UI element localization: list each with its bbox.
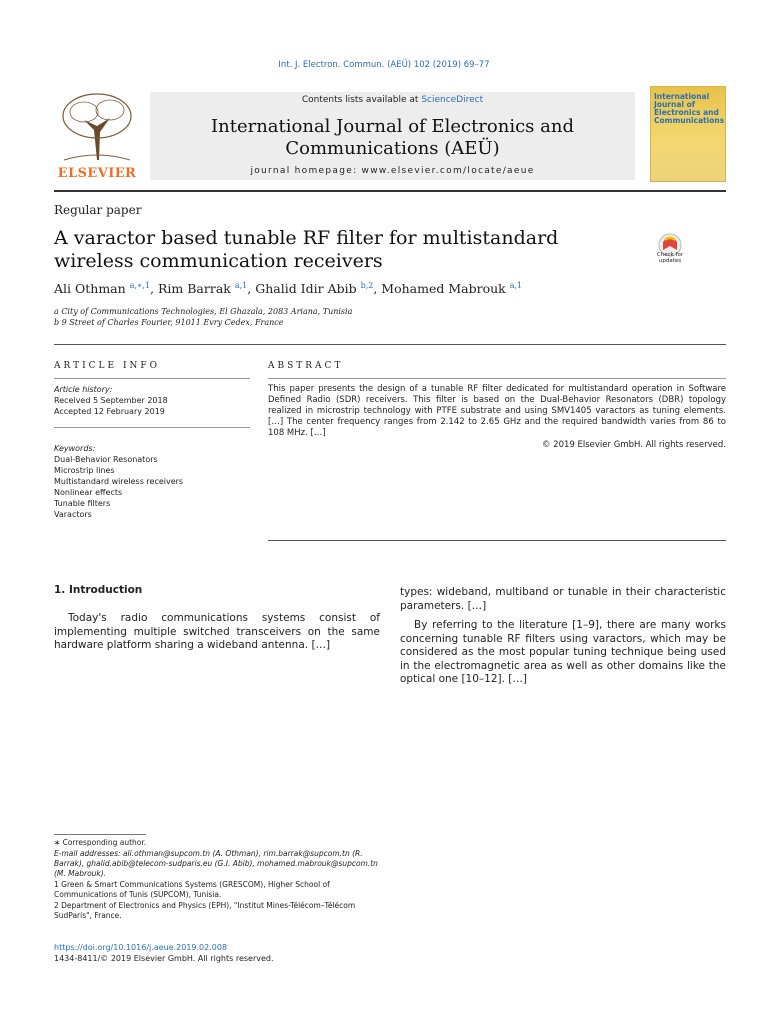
keyword: Varactors — [54, 510, 92, 519]
paper-type: Regular paper — [54, 203, 142, 217]
author[interactable]: Rim Barrak $^{a,1}$ — [158, 281, 248, 297]
author[interactable]: Ali Othman $^{a,∗,1}$ — [54, 281, 151, 297]
article-title: A varactor based tunable RF filter for multistandard wireless communication receivers — [54, 227, 559, 272]
article-info-rule — [54, 378, 250, 379]
footnotes — [54, 838, 380, 922]
journal-citation: Int. J. Electron. Commun. (AEÜ) 102 (2019) 69–77 — [278, 60, 490, 70]
keyword: Tunable filters — [54, 499, 111, 508]
section-rule — [54, 344, 726, 345]
cover-title: International Journal of Electronics and Communications — [654, 92, 725, 125]
keywords-rule — [54, 427, 250, 428]
contents-line — [150, 95, 635, 105]
author-list: Ali Othman $^{a,∗,1}$, Rim Barrak $^{a,1}$, Ghalid Idir Abib $^{b,2}$, Mohamed Mabrouk $^{a,1}$ — [54, 281, 523, 297]
history-label: Article history: — [54, 385, 113, 394]
received-date: Received 5 September 2018 — [54, 396, 168, 405]
abstract-body — [268, 384, 726, 451]
footnote-rule — [54, 834, 146, 835]
footnote-1: 1 Green & Smart Communications Systems (GRESCOM), Higher School of Communications of Tunis (SUPCOM), Tunisia. — [54, 880, 330, 899]
abstract-rule — [268, 378, 726, 379]
paragraph: types: wideband, multiband or tunable in their characteristic parameters. […] — [400, 586, 726, 612]
journal-cover-thumbnail[interactable] — [650, 86, 726, 182]
header-rule — [54, 190, 726, 192]
right-column — [400, 586, 726, 687]
author[interactable]: Ghalid Idir Abib $^{b,2}$ — [255, 281, 374, 297]
keyword: Nonlinear effects — [54, 488, 123, 497]
contents-prefix: Contents lists available at — [301, 95, 419, 105]
keywords-label: Keywords: — [54, 444, 96, 453]
paragraph: Today's radio communications systems consist of implementing multiple switched transceivers on the same hardware platform sharing a wideband antenna. […] — [54, 612, 380, 651]
abstract-text: This paper presents the design of a tunable RF filter dedicated for multistandard operation in Software Defined Radio (SDR) receivers. This filter is based on the Dual-Behavior Resonators (DBR) topology realized in microstrip technology with PTFE substrate and using SMV1405 varactors as tuning elements. […] The center frequency ranges from 2.142 to 2.65 GHz and the required bandwidth varies from 86 to 108 MHz. […] — [268, 384, 726, 438]
article-history — [54, 384, 250, 417]
keyword: Multistandard wireless receivers — [54, 477, 184, 486]
section-heading: 1. Introduction — [54, 584, 143, 596]
keyword: Microstrip lines — [54, 466, 115, 475]
affiliation-a: a City of Communications Technologies, El Ghazala, 2083 Ariana, Tunisia — [54, 307, 353, 316]
doi-link[interactable]: https://doi.org/10.1016/j.aeue.2019.02.008 — [54, 943, 228, 952]
issn-line: 1434-8411/© 2019 Elsevier GmbH. All rights reserved. — [54, 954, 274, 963]
elsevier-wordmark: ELSEVIER — [57, 166, 137, 181]
accepted-date: Accepted 12 February 2019 — [54, 407, 165, 416]
abstract-bottom-rule — [268, 540, 726, 541]
left-column — [54, 612, 380, 653]
affiliation-b: b 9 Street of Charles Fourier, 91011 Evry Cedex, France — [54, 318, 284, 327]
journal-title: International Journal of Electronics and Communications (AEÜ) — [211, 116, 574, 159]
article-info-heading: ARTICLE INFO — [54, 361, 161, 371]
footnote-2: 2 Department of Electronics and Physics (EPH), "Institut Mines-Télécom–Télécom SudParis", France. — [54, 901, 356, 920]
keyword: Dual-Behavior Resonators — [54, 455, 158, 464]
doi-block — [54, 942, 274, 964]
check-updates-label[interactable]: Check for updates — [656, 252, 684, 264]
author[interactable]: Mohamed Mabrouk $^{a,1}$ — [381, 281, 523, 297]
abstract-copyright: © 2019 Elsevier GmbH. All rights reserved. — [541, 440, 726, 450]
journal-homepage[interactable]: journal homepage: www.elsevier.com/locate/aeue — [250, 166, 535, 176]
email-addresses[interactable]: E-mail addresses: ali.othman@supcom.tn (A. Othman), rim.barrak@supcom.tn (R. Barrak), ghalid.abib@telecom-sudparis.eu (G.I. Abib), mohamed.mabrouk@supcom.tn (M. Mabrouk). — [54, 849, 378, 878]
abstract-heading: ABSTRACT — [268, 361, 344, 371]
corresponding-author-note: ∗ Corresponding author. — [54, 838, 147, 847]
paragraph: By referring to the literature [1–9], there are many works concerning tunable RF filters using varactors, which may be considered as the most popular tuning technique being used in the electromagnetic area as well as other domains like the optical one [10–12]. […] — [400, 619, 726, 685]
sciencedirect-link[interactable]: ScienceDirect — [421, 95, 484, 105]
keywords-block — [54, 443, 250, 520]
